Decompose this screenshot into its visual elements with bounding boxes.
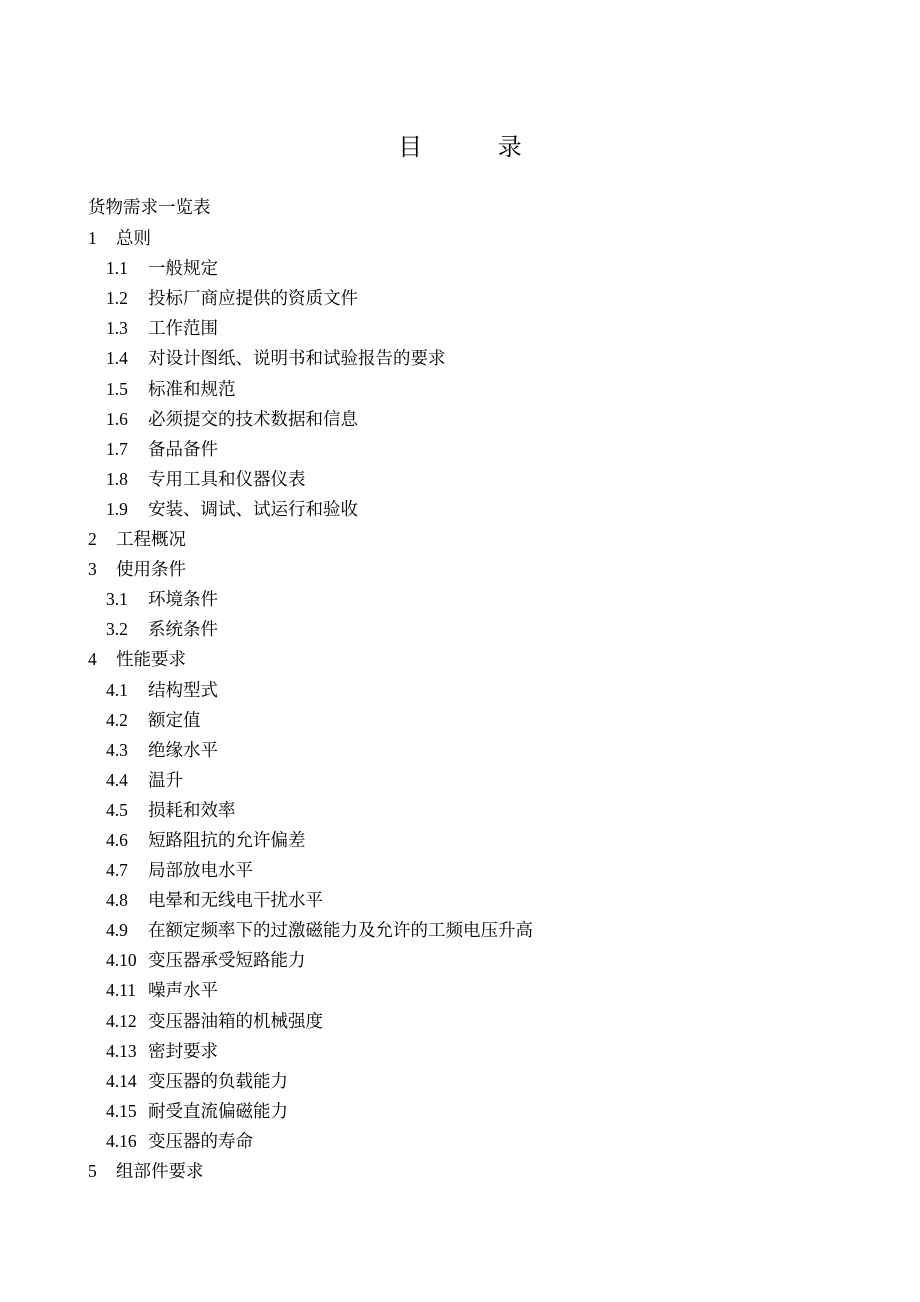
toc-entry-text: 局部放电水平 <box>148 861 253 882</box>
toc-entry <box>88 434 848 464</box>
toc-entry-number: 1.7 <box>106 438 128 459</box>
toc-entry <box>88 705 848 735</box>
toc-entry-text: 电晕和无线电干扰水平 <box>148 891 323 912</box>
toc-entry <box>88 554 848 584</box>
toc-entry-number: 4.9 <box>106 920 128 941</box>
toc-entry-number: 1.9 <box>106 498 128 519</box>
toc-entry-text: 投标厂商应提供的资质文件 <box>148 289 358 310</box>
toc-entry <box>88 343 848 373</box>
toc-entry-text: 短路阻抗的允许偏差 <box>148 830 306 851</box>
toc-entry-text: 损耗和效率 <box>148 800 236 821</box>
toc-entry-text: 系统条件 <box>148 620 218 641</box>
toc-entry-number: 4.7 <box>106 860 128 881</box>
toc-entry-text: 货物需求一览表 <box>88 198 211 218</box>
toc-entry-number: 4.3 <box>106 739 128 760</box>
toc-entry-number: 1.8 <box>106 468 128 489</box>
toc-entry-number: 1 <box>88 228 97 249</box>
toc-entry-text: 标准和规范 <box>148 379 236 400</box>
toc-entry <box>88 374 848 404</box>
toc-entry-text: 使用条件 <box>116 560 186 581</box>
toc-entry-number: 4 <box>88 649 97 670</box>
toc-entry-number: 4.14 <box>106 1070 137 1091</box>
toc-entry-text: 环境条件 <box>148 590 218 611</box>
toc-entry <box>88 494 848 524</box>
toc-entry-text: 额定值 <box>148 710 201 731</box>
toc-entry-text: 变压器承受短路能力 <box>148 951 306 972</box>
toc-entry-number: 4.13 <box>106 1040 137 1061</box>
toc-entry <box>88 253 848 283</box>
toc-entry <box>88 1066 848 1096</box>
toc-entry-text: 工作范围 <box>148 319 218 340</box>
toc-entry <box>88 524 848 554</box>
toc-entry <box>88 675 848 705</box>
toc-entry <box>88 1126 848 1156</box>
page-title: 目 录 <box>398 133 556 161</box>
toc-entry-text: 安装、调试、试运行和验收 <box>148 499 358 520</box>
toc-entry <box>88 765 848 795</box>
toc-entry <box>88 945 848 975</box>
toc-entry-text: 一般规定 <box>148 259 218 280</box>
toc-entry-number: 1.2 <box>106 288 128 309</box>
toc-entry <box>88 1006 848 1036</box>
toc-entry-number: 4.15 <box>106 1100 137 1121</box>
toc-entry-number: 4.1 <box>106 679 128 700</box>
toc-entry-number: 4.16 <box>106 1130 137 1151</box>
toc-entry-text: 密封要求 <box>148 1041 218 1062</box>
toc-entry-number: 4.6 <box>106 829 128 850</box>
toc-entry-number: 5 <box>88 1161 97 1181</box>
toc-entry-number: 4.11 <box>106 980 136 1001</box>
toc-entry-number: 4.5 <box>106 799 128 820</box>
toc-entry-number: 1.3 <box>106 318 128 339</box>
table-of-contents <box>88 193 848 1186</box>
toc-entry-text: 噪声水平 <box>148 981 218 1002</box>
toc-entry-text: 耐受直流偏磁能力 <box>148 1101 288 1122</box>
toc-entry <box>88 1156 848 1186</box>
toc-entry-text: 温升 <box>148 770 183 791</box>
toc-entry-text: 工程概况 <box>116 530 186 551</box>
toc-entry-number: 4.10 <box>106 950 137 971</box>
toc-entry <box>88 584 848 614</box>
toc-entry-text: 变压器油箱的机械强度 <box>148 1011 323 1032</box>
toc-entry <box>88 644 848 674</box>
toc-entry-number: 1.5 <box>106 378 128 399</box>
toc-entry-text: 必须提交的技术数据和信息 <box>148 409 358 430</box>
toc-entry-number: 4.4 <box>106 769 128 790</box>
toc-entry-number: 1.4 <box>106 348 128 369</box>
toc-entry <box>88 975 848 1005</box>
toc-entry <box>88 1036 848 1066</box>
toc-entry <box>88 464 848 494</box>
toc-entry-number: 4.8 <box>106 890 128 911</box>
toc-entry-number: 1.1 <box>106 258 128 279</box>
toc-entry-text: 组部件要求 <box>116 1162 204 1182</box>
toc-entry-number: 3.1 <box>106 589 128 610</box>
toc-entry <box>88 614 848 644</box>
toc-entry <box>88 223 848 253</box>
toc-entry-number: 2 <box>88 529 97 550</box>
toc-entry-text: 专用工具和仪器仪表 <box>148 469 306 490</box>
toc-entry <box>88 735 848 765</box>
toc-entry-text: 结构型式 <box>148 680 218 701</box>
toc-entry-number: 3.2 <box>106 619 128 640</box>
toc-entry <box>88 193 848 223</box>
toc-entry-number: 3 <box>88 559 97 580</box>
toc-entry-number: 4.2 <box>106 709 128 730</box>
toc-entry <box>88 915 848 945</box>
toc-entry-number: 4.12 <box>106 1010 137 1031</box>
toc-entry <box>88 825 848 855</box>
toc-entry-text: 备品备件 <box>148 439 218 460</box>
toc-entry-text: 变压器的寿命 <box>148 1131 253 1152</box>
toc-entry-text: 变压器的负载能力 <box>148 1071 288 1092</box>
toc-entry <box>88 795 848 825</box>
toc-entry-number: 1.6 <box>106 408 128 429</box>
toc-entry-text: 在额定频率下的过激磁能力及允许的工频电压升高 <box>148 921 533 942</box>
toc-entry-text: 对设计图纸、说明书和试验报告的要求 <box>148 349 446 370</box>
toc-entry-text: 总则 <box>116 229 151 250</box>
toc-entry <box>88 885 848 915</box>
toc-entry <box>88 313 848 343</box>
toc-entry-text: 绝缘水平 <box>148 740 218 761</box>
toc-entry <box>88 1096 848 1126</box>
toc-entry-text: 性能要求 <box>116 650 186 671</box>
toc-entry <box>88 404 848 434</box>
toc-entry <box>88 283 848 313</box>
toc-entry <box>88 855 848 885</box>
